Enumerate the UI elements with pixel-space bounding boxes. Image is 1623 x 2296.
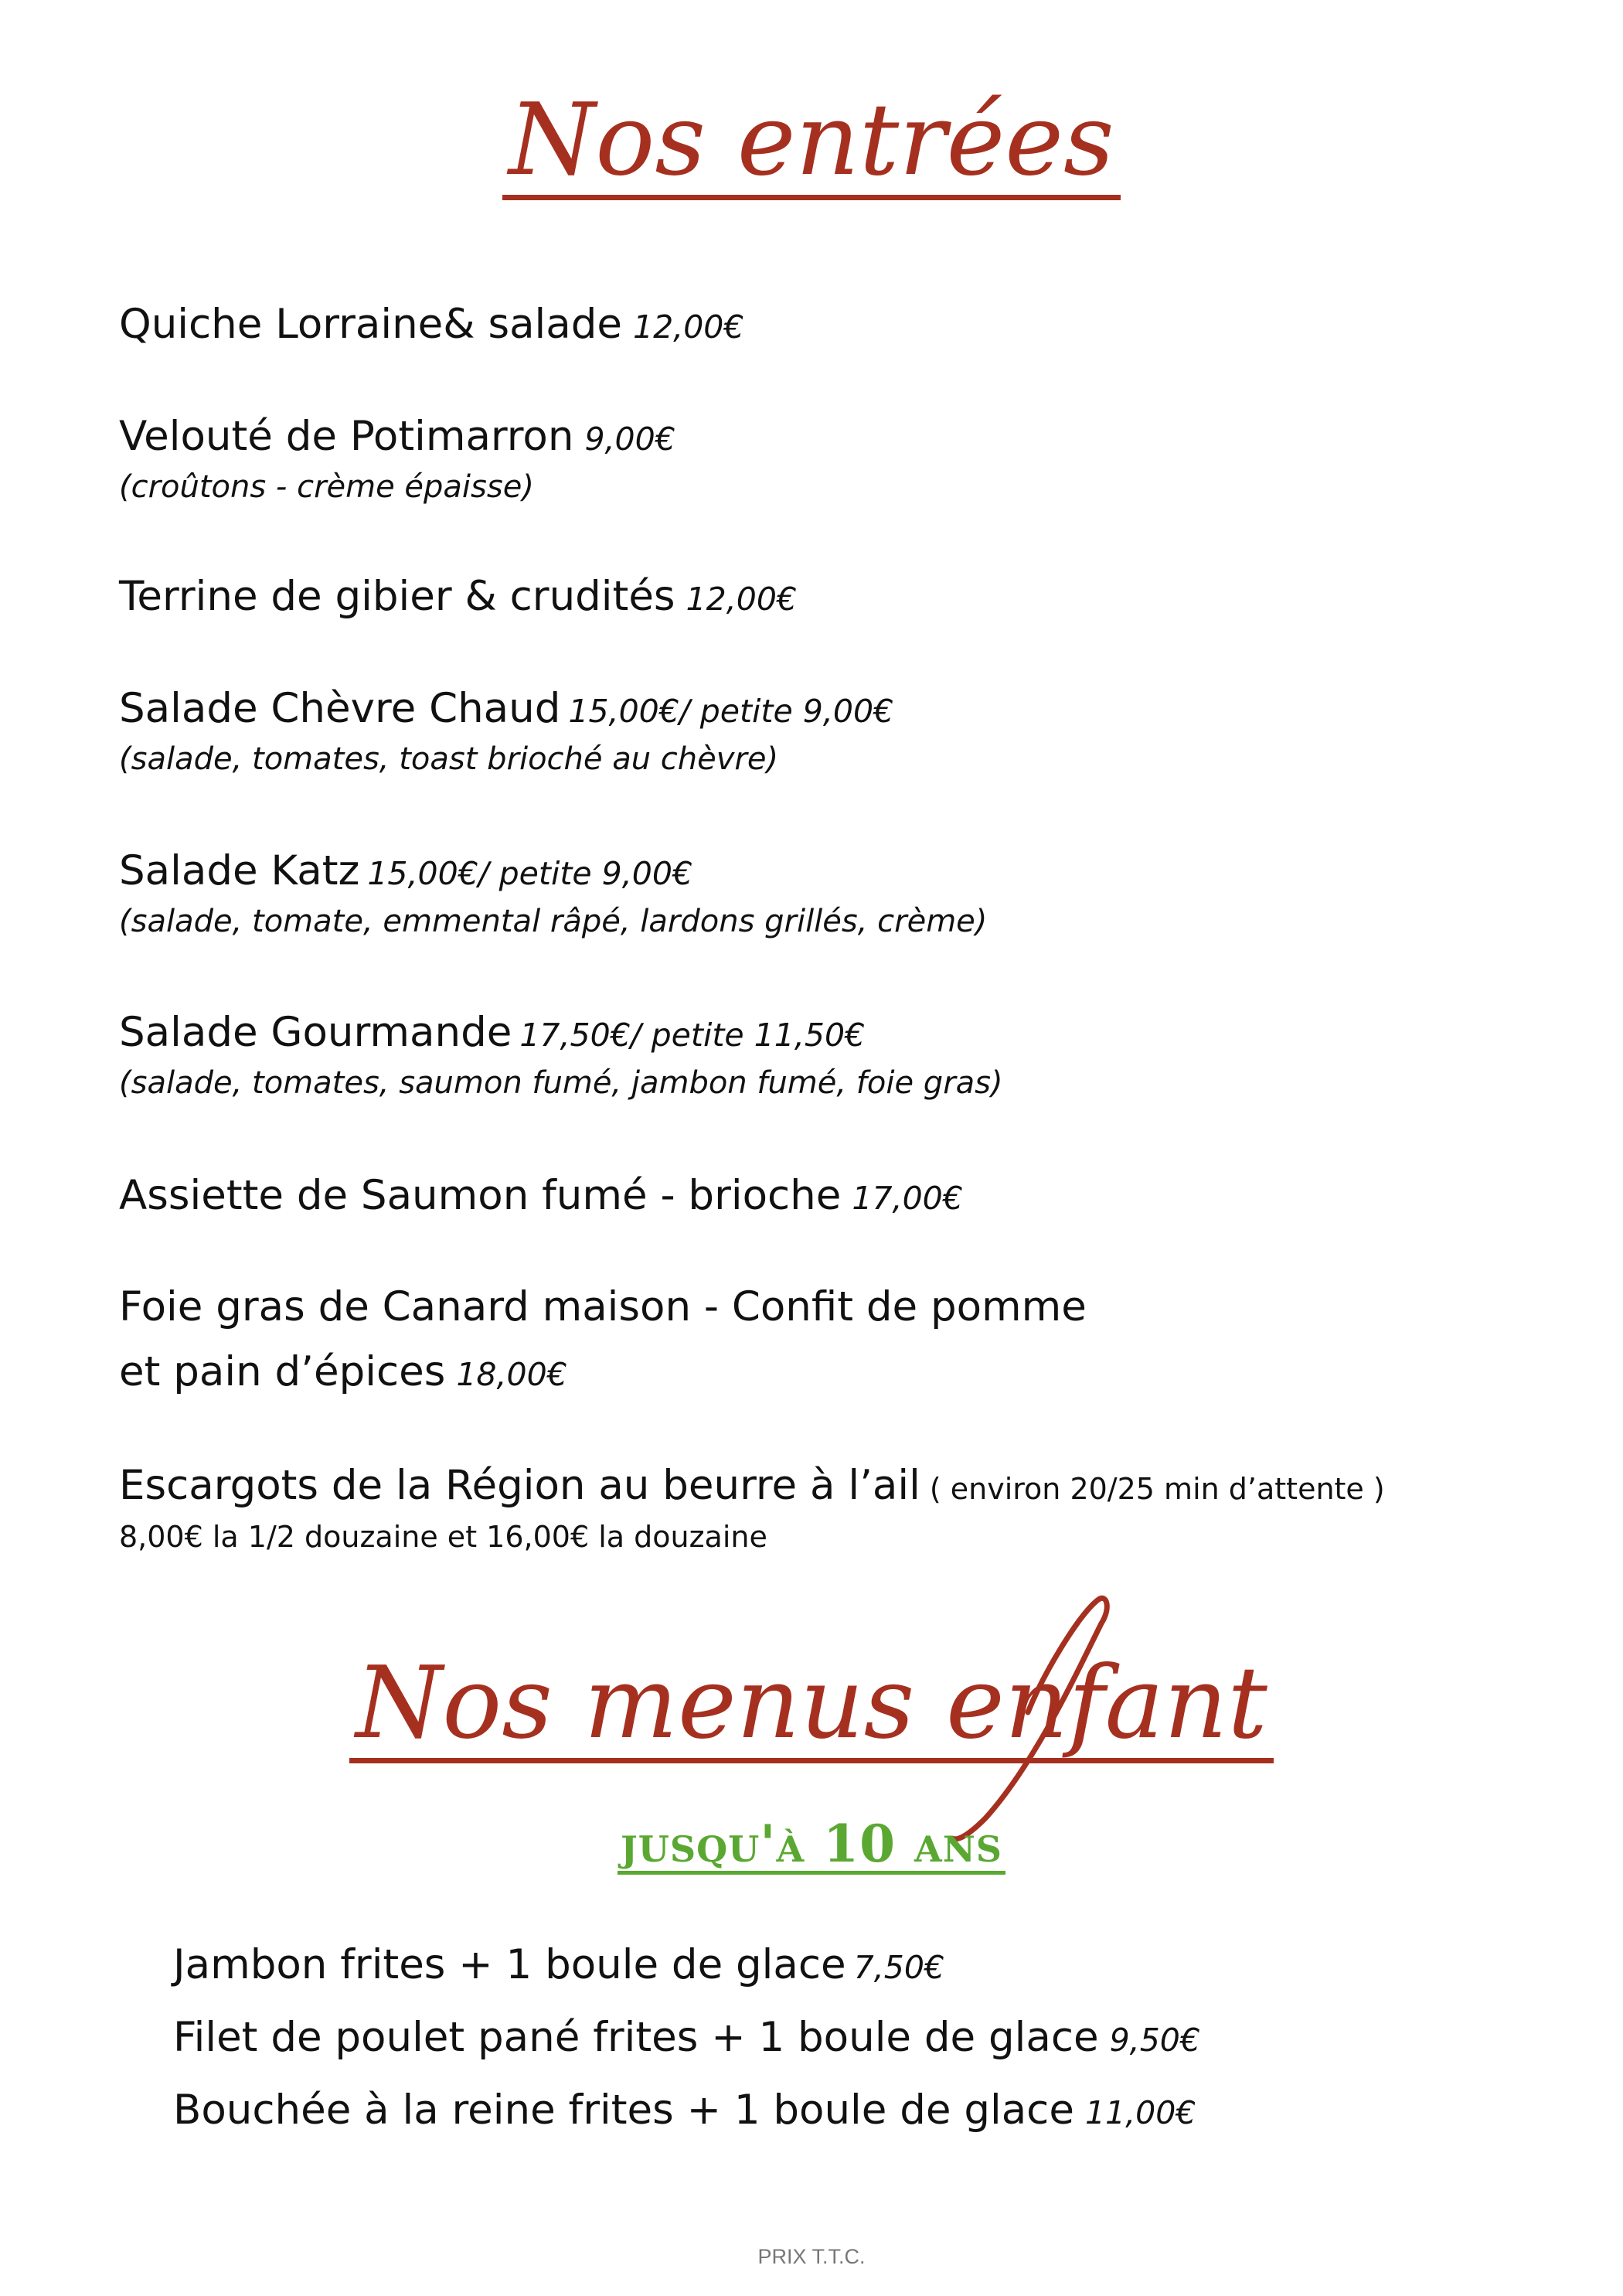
item-name: Terrine de gibier & crudités: [119, 573, 675, 620]
item-description: (salade, tomate, emmental râpé, lardons grillés, crème): [119, 904, 988, 939]
item-price: 15,00€/ petite 9,00€: [367, 855, 693, 892]
item-description: (salade, tomates, toast brioché au chèvre): [119, 741, 779, 777]
item-price: 12,00€: [633, 308, 744, 346]
kids-item-name: Jambon frites + 1 boule de glace: [173, 1941, 846, 1988]
kids-menu-item: [173, 2013, 1200, 2065]
item-name: Quiche Lorraine& salade: [119, 301, 623, 348]
item-name: Salade Chèvre Chaud: [119, 685, 561, 732]
kids-item-price: 9,50€: [1109, 2022, 1200, 2059]
item-price: 9,00€: [584, 421, 675, 458]
item-description: (croûtons - crème épaisse): [119, 469, 534, 505]
kids-item-name: Bouchée à la reine frites + 1 boule de glace: [173, 2086, 1074, 2134]
kids-item-name: Filet de poulet pané frites + 1 boule de glace: [173, 2014, 1099, 2061]
menu-item: [119, 1171, 1572, 1223]
item-note: ( environ 20/25 min d’attente ): [929, 1472, 1385, 1506]
item-name: Assiette de Saumon fumé - brioche: [119, 1172, 842, 1219]
item-price: 12,00€: [686, 581, 798, 618]
entrees-heading-text: Nos entrées: [502, 91, 1120, 200]
item-detail: 8,00€ la 1/2 douzaine et 16,00€ la douzaine: [119, 1520, 767, 1554]
enfant-heading-text: Nos menus enfant: [349, 1654, 1274, 1763]
kids-item-price: 11,00€: [1084, 2094, 1196, 2131]
entrees-heading: [0, 83, 1623, 200]
item-name-line2: et pain d’épices: [119, 1348, 446, 1395]
item-price: 17,50€/ petite 11,50€: [519, 1017, 866, 1054]
enfant-subheading-text: jusqu'à 10 ans: [618, 1818, 1005, 1875]
menu-item: [119, 572, 1572, 624]
enfant-subheading: [0, 1814, 1623, 1875]
kids-menu-item: [173, 2086, 1196, 2138]
item-name: Velouté de Potimarron: [119, 413, 574, 460]
enfant-heading: [0, 1646, 1623, 1763]
item-name: Salade Katz: [119, 847, 360, 894]
item-price: 18,00€: [456, 1356, 567, 1393]
menu-item: [119, 300, 1572, 352]
menu-item: [119, 847, 1572, 945]
kids-item-price: 7,50€: [853, 1949, 944, 1986]
menu-item: [119, 1461, 1572, 1560]
menu-item: [119, 412, 1572, 510]
menu-item: [119, 1283, 1572, 1399]
item-name-line1: Foie gras de Canard maison - Confit de pomme: [119, 1283, 1087, 1330]
item-description: (salade, tomates, saumon fumé, jambon fumé, foie gras): [119, 1065, 1003, 1101]
footer-price-note: PRIX T.T.C.: [757, 2245, 866, 2268]
item-name: Escargots de la Région au beurre à l’ail: [119, 1462, 920, 1509]
item-price: 15,00€/ petite 9,00€: [568, 693, 894, 730]
menu-item: [119, 684, 1572, 782]
kids-menu-item: [173, 1940, 944, 1992]
menu-item: [119, 1008, 1572, 1106]
item-price: 17,00€: [852, 1180, 963, 1217]
item-name: Salade Gourmande: [119, 1009, 512, 1056]
